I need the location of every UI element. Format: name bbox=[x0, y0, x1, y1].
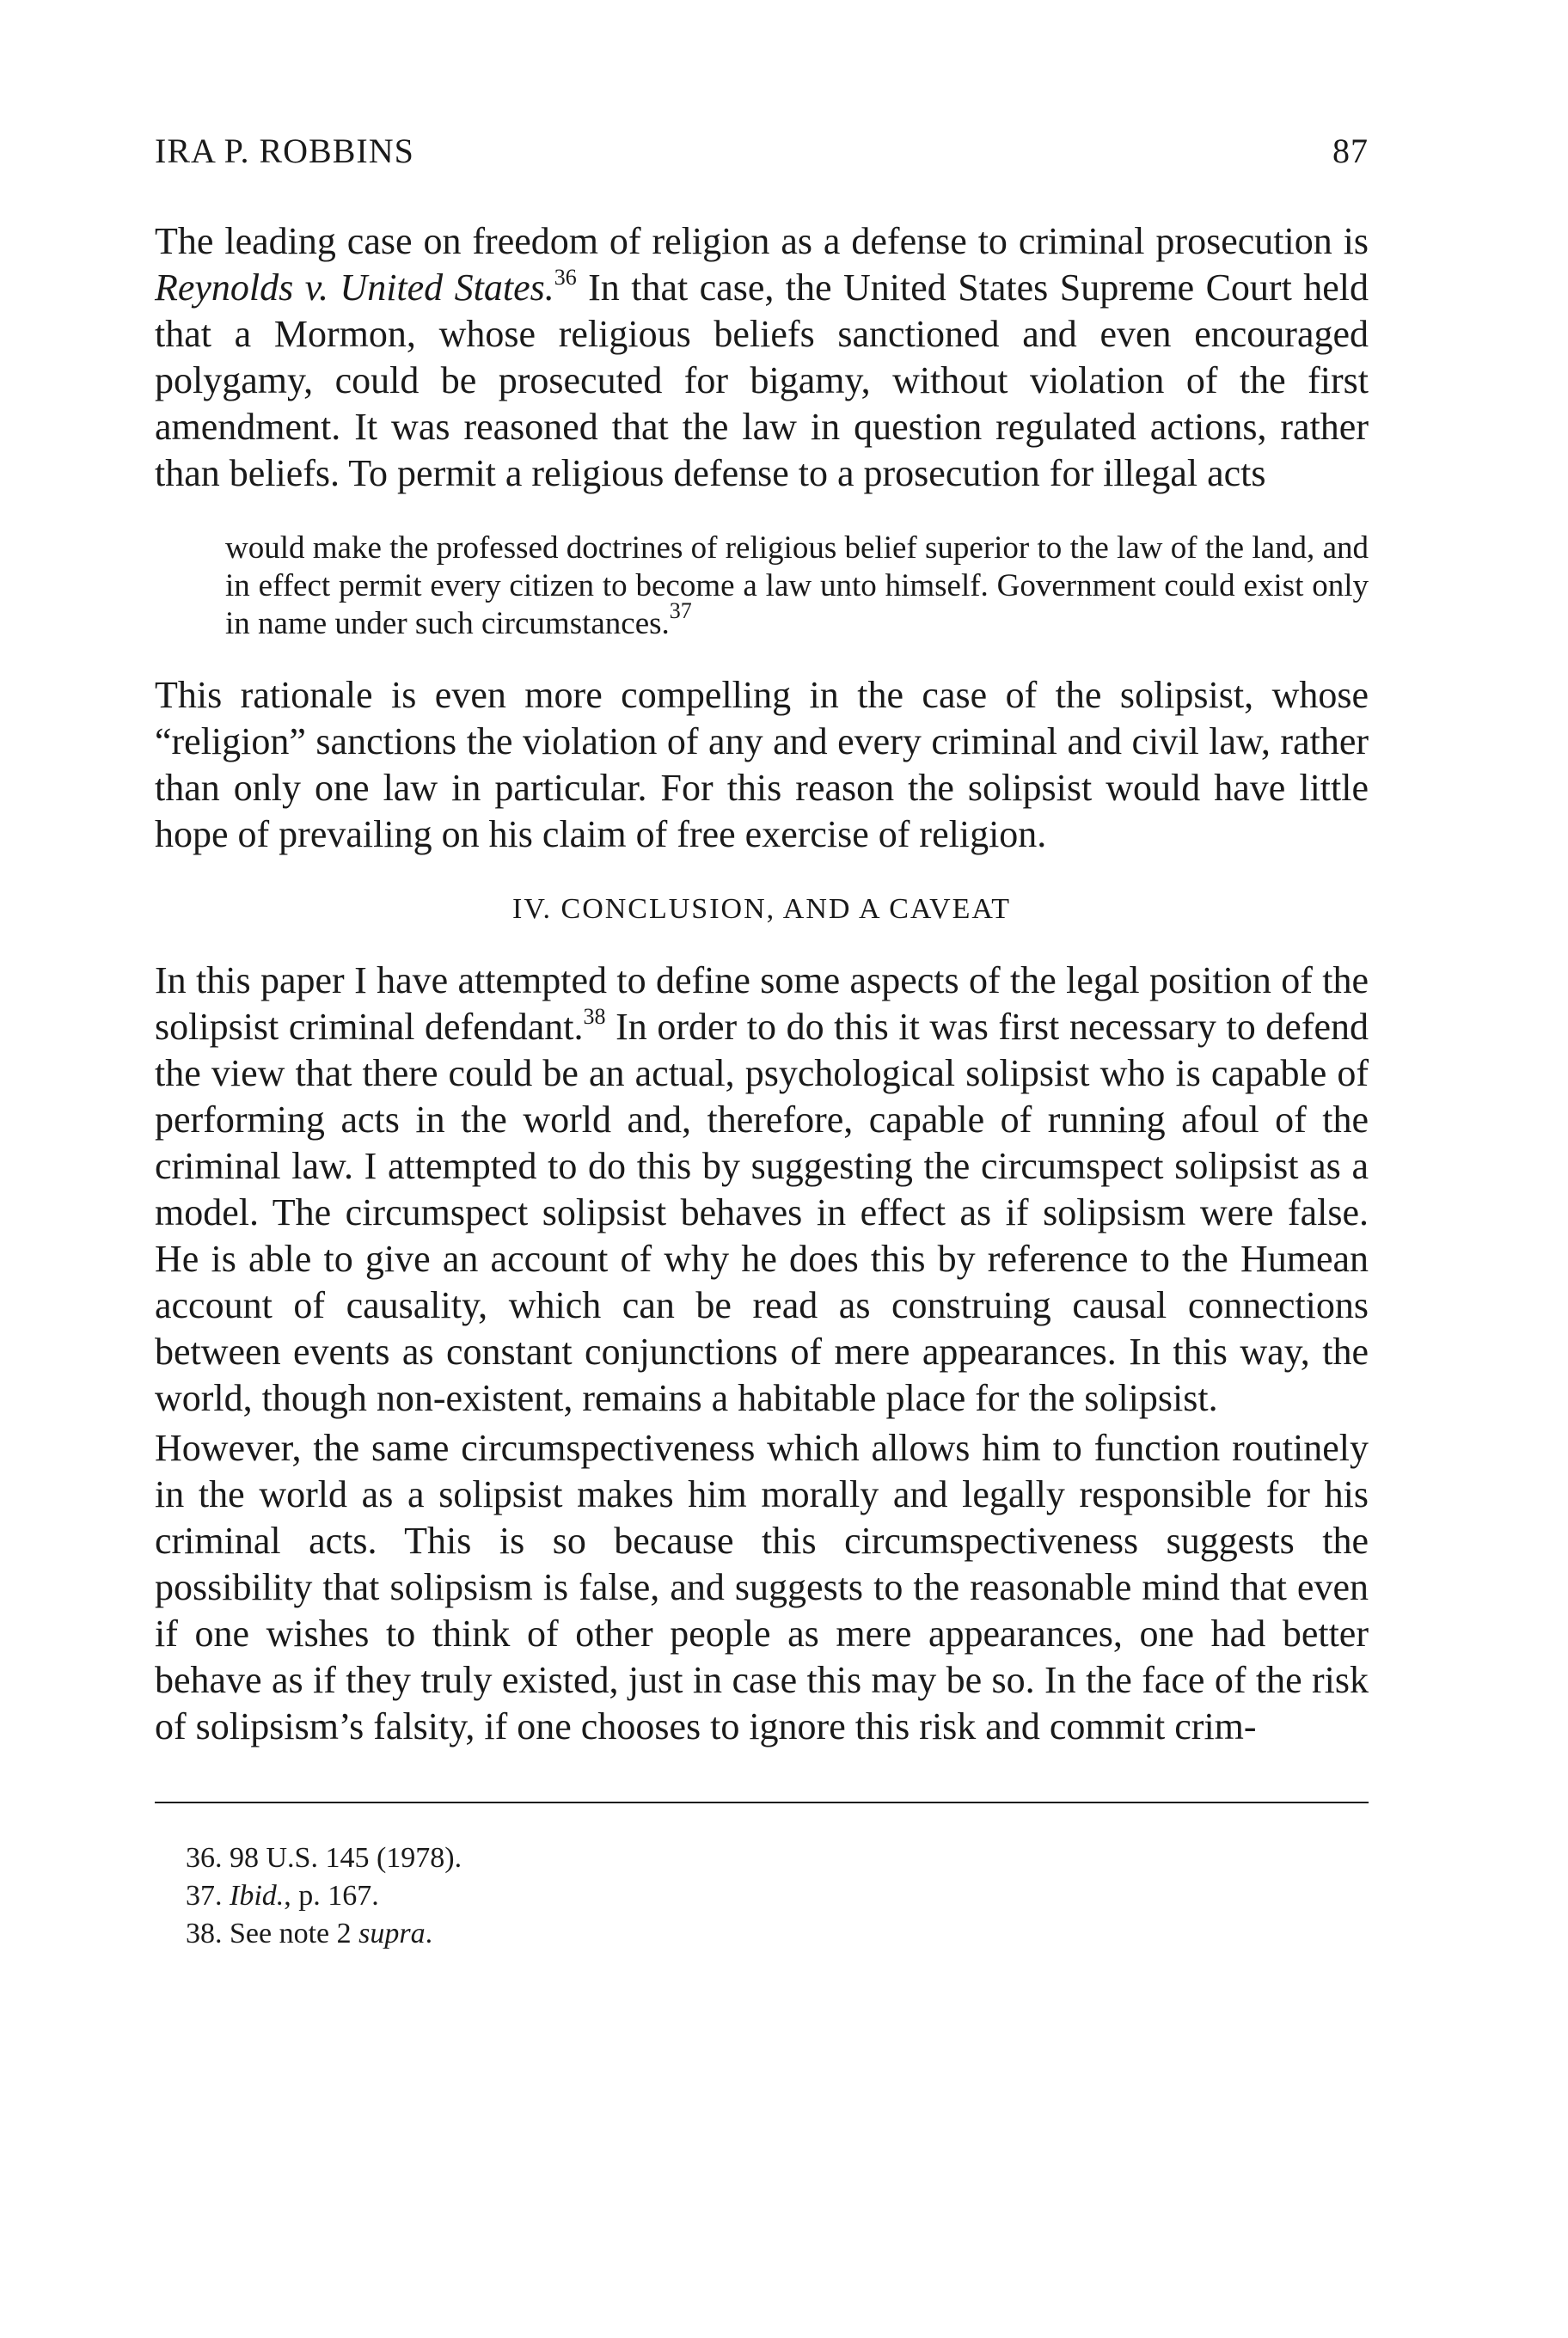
block-quote bbox=[225, 529, 1369, 643]
footnote-ref-37: 37 bbox=[669, 598, 692, 623]
footnote-italic: supra bbox=[358, 1918, 426, 1949]
footnote-36 bbox=[186, 1839, 1369, 1877]
paragraph-3 bbox=[155, 958, 1369, 1422]
page-number: 87 bbox=[1332, 132, 1369, 170]
case-citation: Reynolds v. United States. bbox=[155, 266, 554, 309]
footnote-text-end: . bbox=[425, 1918, 433, 1949]
footnote-number: 38. bbox=[186, 1918, 223, 1949]
paragraph-4: However, the same circumspectiveness which allows him to function routinely in the world as a solipsist makes him morally and legally responsible for his criminal acts. This is so because this circumspectiveness suggests the possibility that solipsism is false, and suggests to the reasonable mind that even if one wishes to think of other people as mere appearances, one had better behave as if they truly existed, just in case this may be so. In the face of the risk of solipsism’s falsity, if one chooses to ignore this risk and commit crim- bbox=[155, 1427, 1369, 1747]
paragraph-3-text-a: In this paper I have attempted to define some aspects of the legal position of the solipsist criminal defendant. bbox=[155, 959, 1369, 1048]
running-head bbox=[155, 127, 1369, 175]
paragraph-2: This rationale is even more compelling in the case of the solipsist, whose “religion” sanctions the violation of any and every criminal and civil law, rather than only one law in particular. For this reason the solipsist would have little hope of prevailing on his claim of free exercise of religion. bbox=[155, 674, 1369, 855]
footnote-text: 98 U.S. 145 (1978). bbox=[230, 1842, 462, 1874]
footnote-divider bbox=[155, 1802, 1369, 1803]
footnote-number: 36. bbox=[186, 1842, 223, 1874]
paragraph-1-text-a: The leading case on freedom of religion as a defense to criminal prosecution is bbox=[155, 220, 1369, 262]
footnote-ref-36: 36 bbox=[554, 265, 577, 290]
section-heading: IV. CONCLUSION, AND A CAVEAT bbox=[512, 893, 1011, 925]
footnote-italic: Ibid. bbox=[230, 1880, 285, 1912]
footnotes bbox=[186, 1839, 1369, 1953]
body-text bbox=[155, 218, 1369, 1750]
paragraph-1-text-b: In that case, the United States Supreme Court held that a Mormon, whose religious beliefs sanctioned and even encouraged polygamy, could be prosecuted for bigamy, without violation of the first amendment. It was reasoned that the law in question regulated actions, rather than beliefs. To permit a religious defense to a prosecution for illegal acts bbox=[155, 266, 1369, 494]
page bbox=[155, 127, 1369, 1953]
footnote-number: 37. bbox=[186, 1880, 223, 1912]
footnote-38 bbox=[186, 1915, 1369, 1953]
footnote-ref-38: 38 bbox=[583, 1004, 606, 1029]
block-quote-text: would make the professed doctrines of religious belief superior to the law of the land, and in effect permit every citizen to become a law unto himself. Government could exist only in name under such circumstances. bbox=[225, 530, 1369, 641]
author-name: IRA P. ROBBINS bbox=[155, 132, 414, 170]
footnote-37 bbox=[186, 1877, 1369, 1915]
footnote-text: , p. 167. bbox=[284, 1880, 379, 1912]
paragraph-1 bbox=[155, 218, 1369, 497]
footnote-text: See note 2 bbox=[230, 1918, 359, 1949]
paragraph-3-text-b: In order to do this it was first necessary to defend the view that there could be an actual, psychological solipsist who is capable of performing acts in the world and, therefore, capable of running afoul of the criminal law. I attempted to do this by suggesting the circumspect solipsist as a model. The circumspect solipsist behaves in effect as if solipsism were false. He is able to give an account of why he does this by reference to the Humean account of causality, which can be read as construing causal connections between events as constant conjunctions of mere appearances. In this way, the world, though non-existent, remains a habitable place for the solipsist. bbox=[155, 1006, 1369, 1419]
